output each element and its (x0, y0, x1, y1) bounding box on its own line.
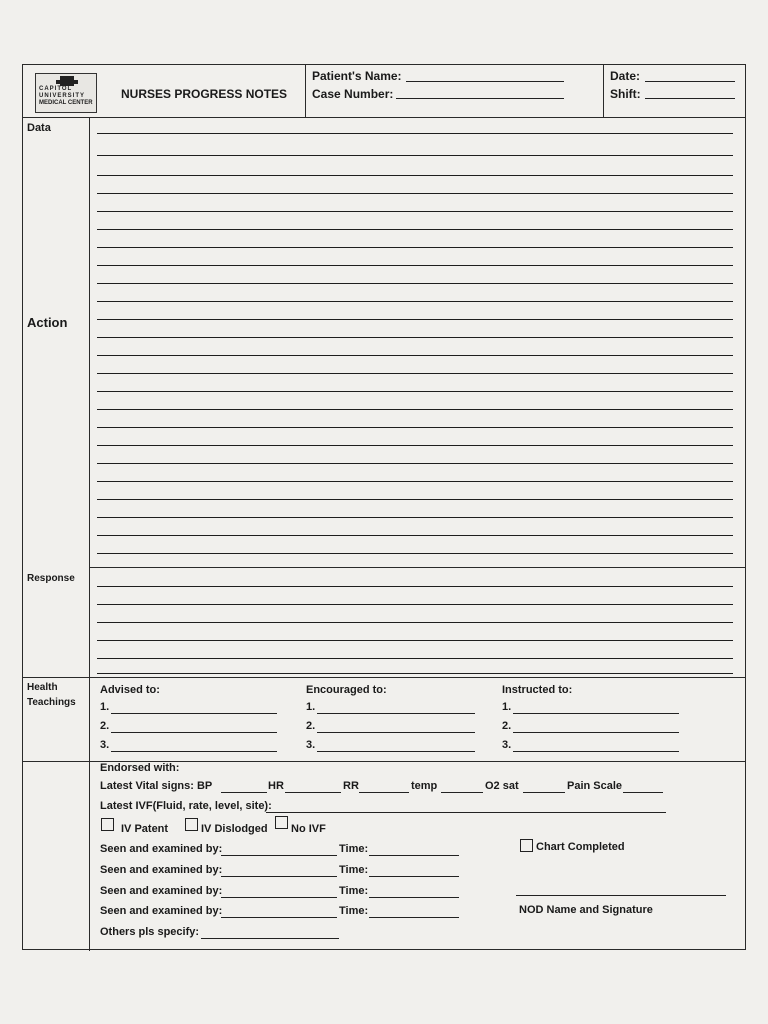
advised-3-number: 3. (100, 739, 110, 751)
seen-by-3-field[interactable] (221, 897, 337, 898)
seen-by-1-label: Seen and examined by: (100, 843, 223, 855)
form-header (23, 65, 745, 118)
instructed-2-field[interactable] (513, 732, 679, 733)
date-label: Date: (610, 69, 641, 83)
action-section-label: Action (27, 315, 68, 330)
advised-to-label: Advised to: (100, 684, 160, 696)
shift-label: Shift: (610, 87, 641, 101)
instructed-1-number: 1. (502, 701, 512, 713)
vital-signs-label: Latest Vital signs: BP (100, 780, 213, 792)
time-4-label: Time: (339, 905, 369, 917)
time-2-field[interactable] (369, 876, 459, 877)
seen-by-2-field[interactable] (221, 876, 337, 877)
patient-name-label: Patient's Name: (312, 69, 402, 83)
chart-completed-label: Chart Completed (536, 841, 625, 853)
health-teachings-divider (23, 677, 745, 678)
no-ivf-checkbox[interactable] (275, 816, 288, 829)
hr-field[interactable] (285, 792, 341, 793)
o2-sat-label: O2 sat (485, 780, 519, 792)
instructed-2-number: 2. (502, 720, 512, 732)
progress-notes-form (22, 64, 746, 950)
others-field[interactable] (201, 938, 339, 939)
encouraged-2-field[interactable] (317, 732, 475, 733)
o2-sat-field[interactable] (523, 792, 565, 793)
encouraged-to-label: Encouraged to: (306, 684, 387, 696)
logo-cell (23, 65, 306, 117)
others-label: Others pls specify: (100, 926, 200, 938)
response-section-label: Response (27, 573, 75, 584)
ivf-label: Latest IVF(Fluid, rate, level, site): (100, 800, 272, 812)
seen-by-4-label: Seen and examined by: (100, 905, 223, 917)
time-4-field[interactable] (369, 917, 459, 918)
encouraged-3-number: 3. (306, 739, 316, 751)
case-number-field[interactable] (396, 98, 564, 99)
section-labels-column (23, 117, 90, 951)
encouraged-1-number: 1. (306, 701, 316, 713)
rr-field[interactable] (359, 792, 409, 793)
rr-label: RR (343, 780, 359, 792)
notes-body (23, 117, 745, 951)
temp-label: temp (411, 780, 438, 792)
bp-field[interactable] (221, 792, 267, 793)
instructed-1-field[interactable] (513, 713, 679, 714)
nod-signature-field[interactable] (516, 895, 726, 896)
health-teachings-section-label: Health Teachings (27, 682, 76, 708)
instructed-3-number: 3. (502, 739, 512, 751)
advised-2-field[interactable] (111, 732, 277, 733)
iv-dislodged-checkbox[interactable] (185, 818, 198, 831)
date-field[interactable] (645, 81, 735, 82)
seen-by-2-label: Seen and examined by: (100, 864, 223, 876)
instructed-3-field[interactable] (513, 751, 679, 752)
time-3-field[interactable] (369, 897, 459, 898)
seen-by-3-label: Seen and examined by: (100, 885, 223, 897)
seen-by-4-field[interactable] (221, 917, 337, 918)
time-1-field[interactable] (369, 855, 459, 856)
time-3-label: Time: (339, 885, 369, 897)
shift-field[interactable] (645, 98, 735, 99)
data-section-label: Data (27, 122, 51, 134)
time-2-label: Time: (339, 864, 369, 876)
nod-label: NOD Name and Signature (519, 904, 653, 916)
encouraged-1-field[interactable] (317, 713, 475, 714)
time-1-label: Time: (339, 843, 369, 855)
iv-patent-label: IV Patent (121, 823, 169, 835)
encouraged-2-number: 2. (306, 720, 316, 732)
instructed-to-label: Instructed to: (502, 684, 573, 696)
advised-1-number: 1. (100, 701, 110, 713)
patient-name-field[interactable] (406, 81, 564, 82)
seen-by-1-field[interactable] (221, 855, 337, 856)
iv-patent-checkbox[interactable] (101, 818, 114, 831)
form-title: NURSES PROGRESS NOTES (121, 87, 288, 101)
temp-field[interactable] (441, 792, 483, 793)
advised-3-field[interactable] (111, 751, 277, 752)
advised-1-field[interactable] (111, 713, 277, 714)
pain-scale-label: Pain Scale (567, 780, 623, 792)
endorsed-with-label: Endorsed with: (100, 762, 180, 774)
patient-cell (305, 65, 604, 117)
pain-scale-field[interactable] (623, 792, 663, 793)
iv-dislodged-label: IV Dislodged (201, 823, 268, 835)
advised-2-number: 2. (100, 720, 110, 732)
chart-completed-checkbox[interactable] (520, 839, 533, 852)
ivf-field[interactable] (266, 812, 666, 813)
case-number-label: Case Number: (312, 87, 394, 101)
response-divider (89, 567, 745, 568)
hospital-logo: CAPITOL UNIVERSITY MEDICAL CENTER (35, 73, 97, 113)
encouraged-3-field[interactable] (317, 751, 475, 752)
hr-label: HR (268, 780, 284, 792)
no-ivf-label: No IVF (291, 823, 326, 835)
